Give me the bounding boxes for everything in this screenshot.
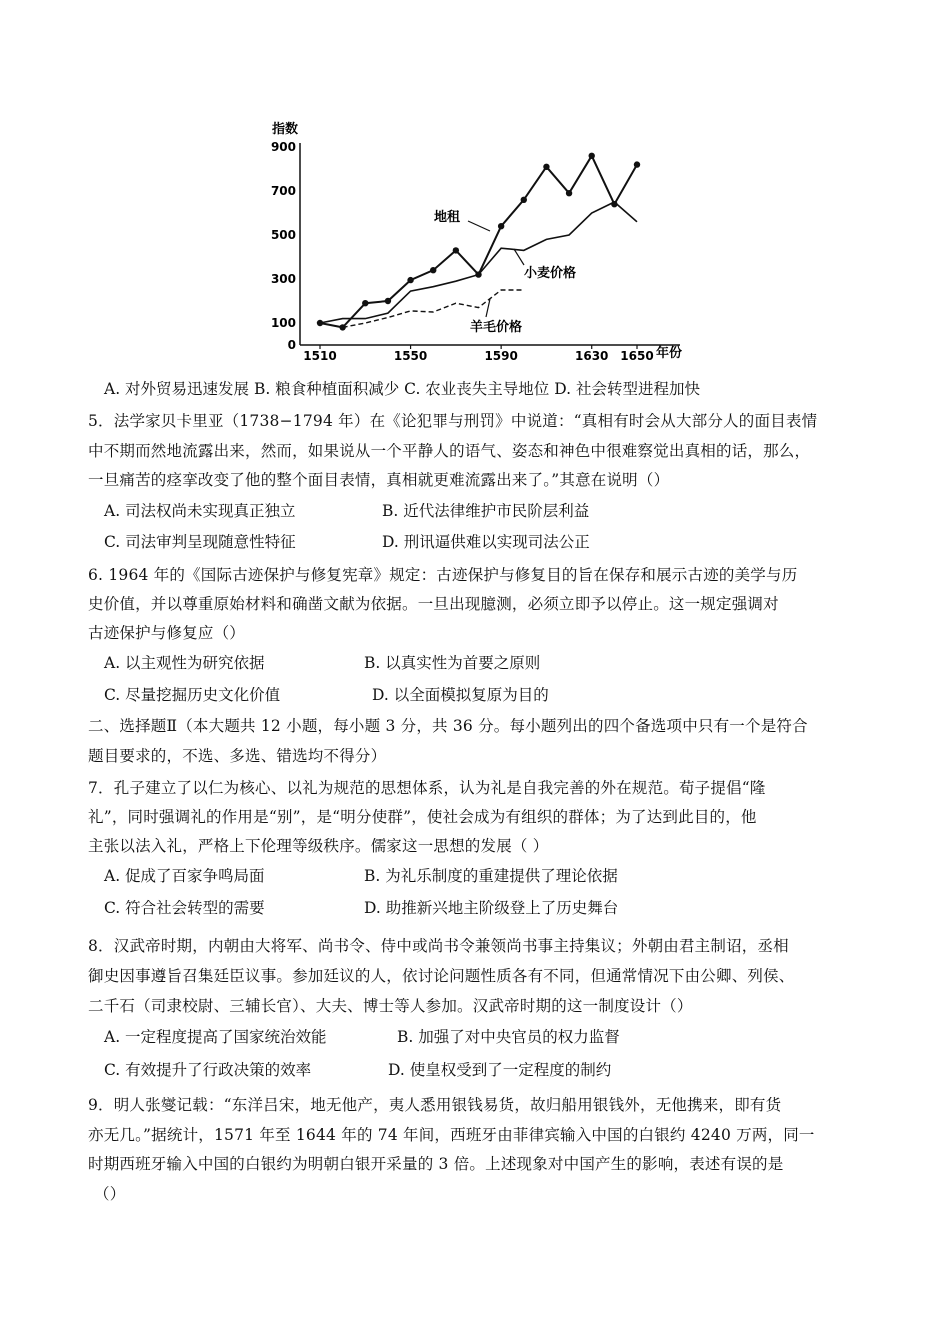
q9-stem-line-1: 9．明人张燮记载：“东洋吕宋，地无他产，夷人悉用银钱易货，故归船用银钱外，无他携来，即有货 bbox=[88, 1096, 782, 1114]
q5-stem-line-2: 中不期而然地流露出来，然而，如果说从一个平静人的语气、姿态和神色中很难察觉出真相的话，那么， bbox=[88, 442, 811, 460]
q8-option-b: B. 加强了对中央官员的权力监督 bbox=[397, 1028, 620, 1046]
x-tick-labels bbox=[303, 345, 653, 363]
section2-heading-line-2: 题目要求的，不选、多选、错选均不得分） bbox=[88, 747, 387, 765]
q7-option-d: D. 助推新兴地主阶级登上了历史舞台 bbox=[364, 899, 619, 917]
q7-stem-line-2: 礼”，同时强调礼的作用是“别”，是“明分使群”，使社会成为有组织的群体；为了达到此目的，他 bbox=[88, 808, 757, 826]
y-tick-label: 500 bbox=[270, 228, 296, 242]
rent-data-point bbox=[543, 164, 549, 170]
q4-options: A. 对外贸易迅速发展 B. 粮食种植面积减少 C. 农业丧失主导地位 D. 社会转型进程加快 bbox=[104, 380, 700, 398]
q6-option-a: A. 以主观性为研究依据 bbox=[104, 654, 265, 672]
q7-option-b: B. 为礼乐制度的重建提供了理论依据 bbox=[364, 867, 618, 885]
q8-option-d: D. 使皇权受到了一定程度的制约 bbox=[388, 1061, 612, 1079]
q6-option-c: C. 尽量挖掘历史文化价值 bbox=[104, 686, 281, 704]
q9-stem-line-2: 亦无几。”据统计，1571 年至 1644 年的 74 年间，西班牙由菲律宾输入中国的白银约 4240 万两，同一 bbox=[88, 1126, 815, 1144]
q7-stem-line-3: 主张以法入礼，严格上下伦理等级秩序。儒家这一思想的发展（ ） bbox=[88, 837, 549, 855]
y-tick-label: 900 bbox=[270, 140, 296, 154]
rent-data-point bbox=[589, 153, 595, 159]
wheat-arrow bbox=[514, 249, 524, 265]
index-line-chart bbox=[262, 115, 702, 365]
q5-option-b: B. 近代法律维护市民阶层利益 bbox=[382, 502, 590, 520]
rent-data-point bbox=[634, 161, 640, 167]
q8-option-c: C. 有效提升了行政决策的效率 bbox=[104, 1061, 312, 1079]
q6-stem-line-1: 6. 1964 年的《国际古迹保护与修复宪章》规定：古迹保护与修复目的旨在保存和展示古迹的美学与历 bbox=[88, 566, 798, 584]
x-tick-label: 1590 bbox=[484, 349, 518, 363]
series-label-wheat: 小麦价格 bbox=[524, 266, 577, 281]
rent-data-point bbox=[521, 197, 527, 203]
q8-stem-line-2: 御史因事遵旨召集廷臣议事。参加廷议的人，依讨论问题性质各有不同，但通常情况下由公卿、列侯、 bbox=[88, 967, 795, 985]
q7-stem-line-1: 7．孔子建立了以仁为核心、以礼为规范的思想体系，认为礼是自我完善的外在规范。荀子提倡“隆 bbox=[88, 779, 766, 797]
y-tick-label: 700 bbox=[270, 184, 296, 198]
rent-data-point bbox=[566, 190, 572, 196]
y-axis-label: 指数 bbox=[272, 122, 299, 137]
rent-data-point bbox=[385, 298, 391, 304]
rent-data-point bbox=[362, 300, 368, 306]
series-label-wool: 羊毛价格 bbox=[470, 320, 523, 335]
x-axis-label: 年份 bbox=[656, 346, 683, 361]
x-tick-label: 1630 bbox=[575, 349, 609, 363]
section2-heading-line-1: 二、选择题Ⅱ（本大题共 12 小题，每小题 3 分，共 36 分。每小题列出的四个备选项中只有一个是符合 bbox=[88, 717, 808, 735]
x-tick-label: 1550 bbox=[393, 349, 428, 363]
q6-stem-line-3: 古迹保护与修复应（） bbox=[88, 624, 246, 642]
q5-option-d: D. 刑讯逼供难以实现司法公正 bbox=[382, 533, 590, 551]
y-tick-label: 300 bbox=[270, 272, 296, 286]
wool-arrow bbox=[486, 299, 490, 317]
y-tick-labels bbox=[271, 140, 296, 352]
q5-option-a: A. 司法权尚未实现真正独立 bbox=[104, 502, 296, 520]
x-tick-label: 1650 bbox=[620, 349, 654, 363]
y-tick-label: 0 bbox=[287, 338, 296, 352]
rent-data-point bbox=[498, 223, 504, 229]
q7-option-a: A. 促成了百家争鸣局面 bbox=[104, 867, 265, 885]
q8-option-a: A. 一定程度提高了国家统治效能 bbox=[104, 1028, 327, 1046]
q9-stem-line-3: 时期西班牙输入中国的白银约为明朝白银开采量的 3 倍。上述现象对中国产生的影响，表述有误的是 bbox=[88, 1155, 784, 1173]
q6-option-b: B. 以真实性为首要之原则 bbox=[364, 654, 541, 672]
rent-arrow bbox=[468, 221, 490, 231]
series-label-rent: 地租 bbox=[434, 210, 461, 225]
rent-data-point bbox=[453, 247, 459, 253]
q5-stem-line-3: 一旦痛苦的痉挛改变了他的整个面目表情，真相就更难流露出来了。”其意在说明（） bbox=[88, 471, 670, 489]
series-group bbox=[317, 153, 640, 331]
q5-option-c: C. 司法审判呈现随意性特征 bbox=[104, 533, 296, 551]
q8-stem-line-3: 二千石（司隶校尉、三辅长官）、大夫、博士等人参加。汉武帝时期的这一制度设计（） bbox=[88, 997, 693, 1015]
rent-data-point bbox=[430, 267, 436, 273]
y-tick-label: 100 bbox=[270, 316, 296, 330]
q6-option-d: D. 以全面模拟复原为目的 bbox=[372, 686, 549, 704]
q5-stem-line-1: 5．法学家贝卡里亚（1738−1794 年）在《论犯罪与刑罚》中说道：“真相有时会从大部分人的面目表情 bbox=[88, 412, 818, 430]
q9-stem-line-4: （） bbox=[94, 1185, 126, 1203]
q6-stem-line-2: 史价值，并以尊重原始材料和确凿文献为依据。一旦出现臆测，必须立即予以停止。这一规定强调对 bbox=[88, 595, 779, 613]
q8-stem-line-1: 8．汉武帝时期，内朝由大将军、尚书令、侍中或尚书令兼领尚书事主持集议；外朝由君主制诏，丞相 bbox=[88, 937, 789, 955]
q7-option-c: C. 符合社会转型的需要 bbox=[104, 899, 265, 917]
x-tick-label: 1510 bbox=[303, 349, 337, 363]
rent-data-point bbox=[407, 277, 413, 283]
